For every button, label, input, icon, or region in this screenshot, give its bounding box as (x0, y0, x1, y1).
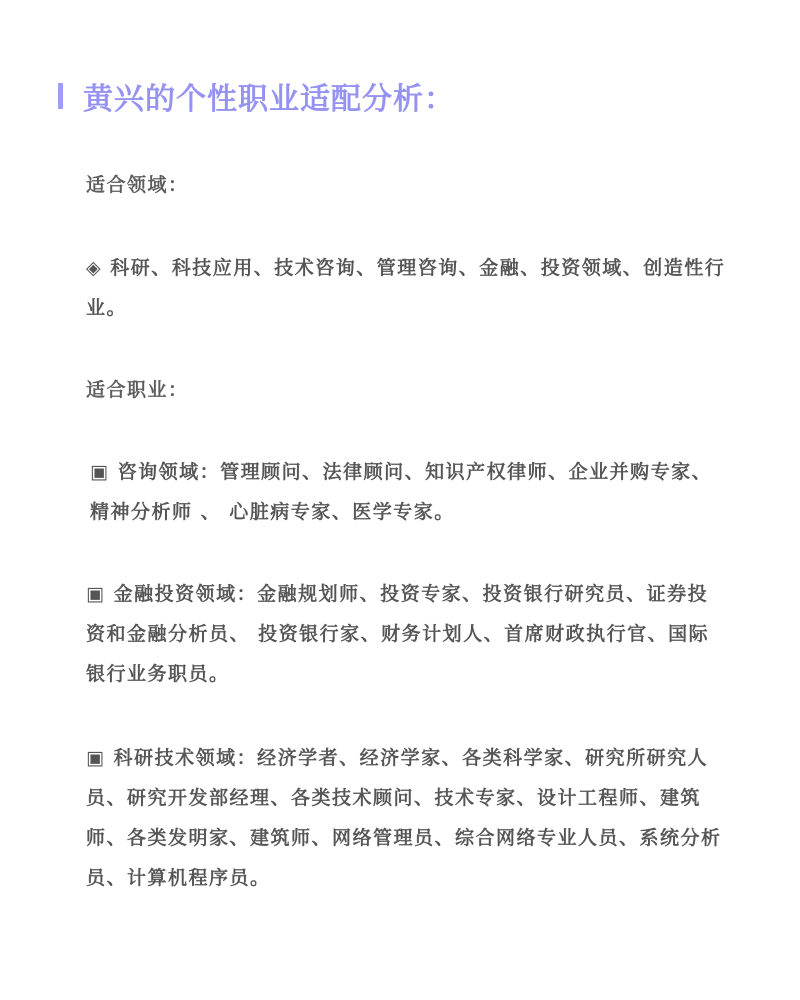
page-title: 黄兴的个性职业适配分析： (83, 82, 455, 117)
title-accent-bar (58, 83, 63, 109)
title-row (58, 74, 455, 118)
fields-paragraph: ◈ 科研、科技应用、技术咨询、管理咨询、金融、投资领域、创造性行业。 (86, 257, 726, 319)
consulting-paragraph: ▣ 咨询领域：管理顾问、法律顾问、知识产权律师、企业并购专家、精神分析师 、 心脏病专家、医学专家。 (90, 461, 713, 523)
research-paragraph: ▣ 科研技术领域：经济学者、经济学家、各类科学家、研究所研究人员、研究开发部经理、各类技术顾问、技术专家、设计工程师、建筑师、各类发明家、建筑师、网络管理员、综合网络专业人员、系统分析员、计算机程序员。 (86, 747, 722, 889)
jobs-heading: 适合职业： (86, 379, 189, 401)
fields-heading: 适合领域： (86, 174, 189, 196)
finance-paragraph: ▣ 金融投资领域：金融规划师、投资专家、投资银行研究员、证券投资和金融分析员、 投资银行家、财务计划人、首席财政执行官、国际银行业务职员。 (86, 583, 710, 685)
